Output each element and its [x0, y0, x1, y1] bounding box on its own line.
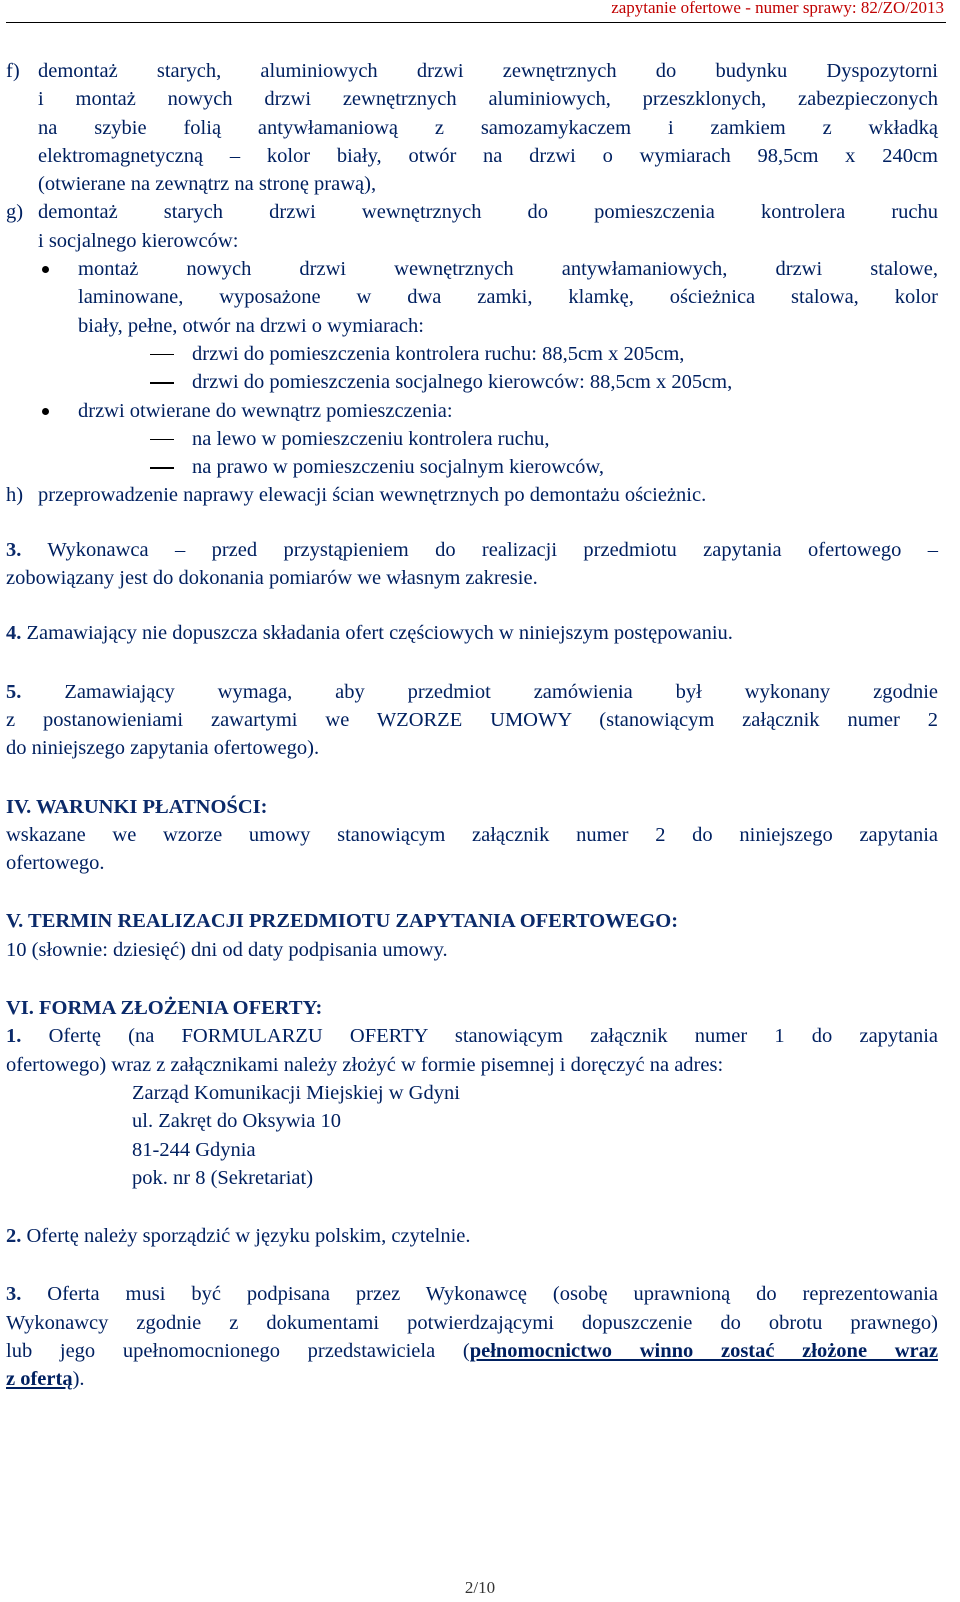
- section-vi-point-3-line-2: Wykonawcy zgodnie z dokumentami potwierdzającymi dopuszczenie do obrotu prawnego): [6, 1311, 938, 1334]
- section-title-v: V. TERMIN REALIZACJI PRZEDMIOTU ZAPYTANIA OFERTOWEGO:: [6, 910, 679, 933]
- point-number: 2.: [6, 1225, 22, 1248]
- point-text: Wykonawca – przed przystąpieniem do realizacji przedmiotu zapytania ofertowego –: [47, 538, 938, 561]
- section-iv-line-2: ofertowego.: [6, 852, 105, 875]
- underlined-text: pełnomocnictwo winno zostać złożone wraz: [469, 1339, 938, 1362]
- section-vi-point-2: [6, 1222, 938, 1250]
- bullet-line: laminowane, wyposażone w dwa zamki, klamkę, ościeżnica stalowa, kolor: [78, 286, 938, 309]
- section-vi-point-3-line-3: [6, 1337, 938, 1365]
- item-g-line-1: demontaż starych drzwi wewnętrznych do pomieszczenia kontrolera ruchu: [38, 201, 938, 224]
- item-h-text: przeprowadzenie naprawy elewacji ścian wewnętrznych po demontażu ościeżnic.: [38, 484, 707, 507]
- point-text: Ofertę należy sporządzić w języku polskim, czytelnie.: [26, 1225, 471, 1248]
- item-f-line-1: demontaż starych, aluminiowych drzwi zewnętrznych do budynku Dyspozytorni: [38, 60, 938, 82]
- section-title-vi: VI. FORMA ZŁOŻENIA OFERTY:: [6, 997, 323, 1020]
- point-text: Ofertę (na FORMULARZU OFERTY stanowiącym załącznik numer 1 do zapytania: [48, 1025, 939, 1048]
- point-text: Zamawiający wymaga, aby przedmiot zamówienia był wykonany zgodnie: [64, 680, 938, 703]
- item-f-line-5: (otwierane na zewnątrz na stronę prawą),: [38, 173, 377, 196]
- list-item-h: [6, 481, 938, 509]
- document-body: [6, 57, 938, 1394]
- page-number: 2/10: [464, 1578, 496, 1597]
- bullet-icon: [34, 255, 78, 340]
- dash-item: [6, 425, 938, 453]
- point-number: 3.: [6, 538, 22, 561]
- dash-text: na prawo w pomieszczeniu socjalnym kierowców,: [192, 456, 604, 479]
- dash-item: [6, 340, 938, 368]
- address-line: ul. Zakręt do Oksywia 10: [132, 1110, 341, 1133]
- point-3: [6, 536, 938, 564]
- list-item-g: [6, 198, 938, 255]
- header-rule: [6, 22, 946, 23]
- point-4: [6, 619, 938, 647]
- point-5-line-2: z postanowieniami zawartymi we WZORZE UMOWY (stanowiącym załącznik numer 2: [6, 708, 938, 731]
- section-vi-point-1-line-2: ofertowego) wraz z załącznikami należy złożyć w formie pisemnej i doręczyć na adres:: [6, 1053, 724, 1076]
- dash-text: drzwi do pomieszczenia socjalnego kierowców: 88,5cm x 205cm,: [192, 371, 733, 394]
- section-vi-point-3: [6, 1280, 938, 1308]
- address-line: Zarząd Komunikacji Miejskiej w Gdyni: [132, 1081, 460, 1104]
- dash-icon: [150, 453, 192, 481]
- item-f-line-2: i montaż nowych drzwi zewnętrznych aluminiowych, przeszklonych, zabezpieczonych: [38, 88, 938, 111]
- section-iv-line-1: wskazane we wzorze umowy stanowiącym załącznik numer 2 do niniejszego zapytania: [6, 823, 938, 846]
- bullet-item: [6, 397, 938, 425]
- point-text: lub jego upełnomocnionego przedstawiciela (: [6, 1339, 470, 1362]
- dash-icon: [150, 425, 192, 453]
- item-f-line-4: elektromagnetyczną – kolor biały, otwór na drzwi o wymiarach 98,5cm x 240cm: [38, 144, 938, 167]
- dash-icon: [150, 368, 192, 396]
- point-5-line-3: do niniejszego zapytania ofertowego).: [6, 737, 320, 760]
- document-header: zapytanie ofertowe - numer sprawy: 82/ZO/2013: [611, 0, 944, 17]
- bullet-line: biały, pełne, otwór na drzwi o wymiarach:: [78, 314, 424, 337]
- address-block: [6, 1079, 938, 1192]
- point-number: 1.: [6, 1025, 22, 1048]
- bullet-line: drzwi otwierane do wewnątrz pomieszczenia:: [78, 399, 453, 422]
- section-vi-point-3-line-4: [6, 1365, 938, 1393]
- point-text: Zamawiający nie dopuszcza składania ofert częściowych w niniejszym postępowaniu.: [26, 622, 733, 645]
- dash-item: [6, 368, 938, 396]
- dash-text: na lewo w pomieszczeniu kontrolera ruchu,: [192, 427, 550, 450]
- point-5: [6, 678, 938, 706]
- list-item-f: [6, 57, 938, 198]
- dash-text: drzwi do pomieszczenia kontrolera ruchu: 88,5cm x 205cm,: [192, 342, 685, 365]
- point-number: 4.: [6, 622, 22, 645]
- address-line: pok. nr 8 (Sekretariat): [132, 1166, 314, 1189]
- section-v-text: 10 (słownie: dziesięć) dni od daty podpisania umowy.: [6, 938, 448, 961]
- point-number: 3.: [6, 1283, 22, 1306]
- address-line: 81-244 Gdynia: [132, 1138, 256, 1161]
- section-vi-point-1: [6, 1022, 938, 1050]
- item-label: f): [6, 60, 20, 82]
- item-label: g): [6, 201, 24, 224]
- bullet-line: montaż nowych drzwi wewnętrznych antywłamaniowych, drzwi stalowe,: [78, 258, 938, 281]
- bullet-item: [6, 255, 938, 340]
- item-f-line-3: na szybie folią antywłamaniową z samozamykaczem i zamkiem z wkładką: [38, 116, 938, 139]
- item-g-line-2: i socjalnego kierowców:: [38, 229, 239, 252]
- point-text: ).: [72, 1368, 85, 1391]
- section-title-iv: IV. WARUNKI PŁATNOŚCI:: [6, 795, 268, 818]
- underlined-text: z ofertą: [6, 1368, 73, 1391]
- dash-item: [6, 453, 938, 481]
- dash-icon: [150, 340, 192, 368]
- item-label: h): [6, 484, 24, 507]
- point-3-line-2: zobowiązany jest do dokonania pomiarów we własnym zakresie.: [6, 567, 538, 590]
- point-text: Oferta musi być podpisana przez Wykonawcę (osobę uprawnioną do reprezentowania: [47, 1283, 938, 1306]
- point-number: 5.: [6, 680, 22, 703]
- bullet-icon: [34, 397, 78, 425]
